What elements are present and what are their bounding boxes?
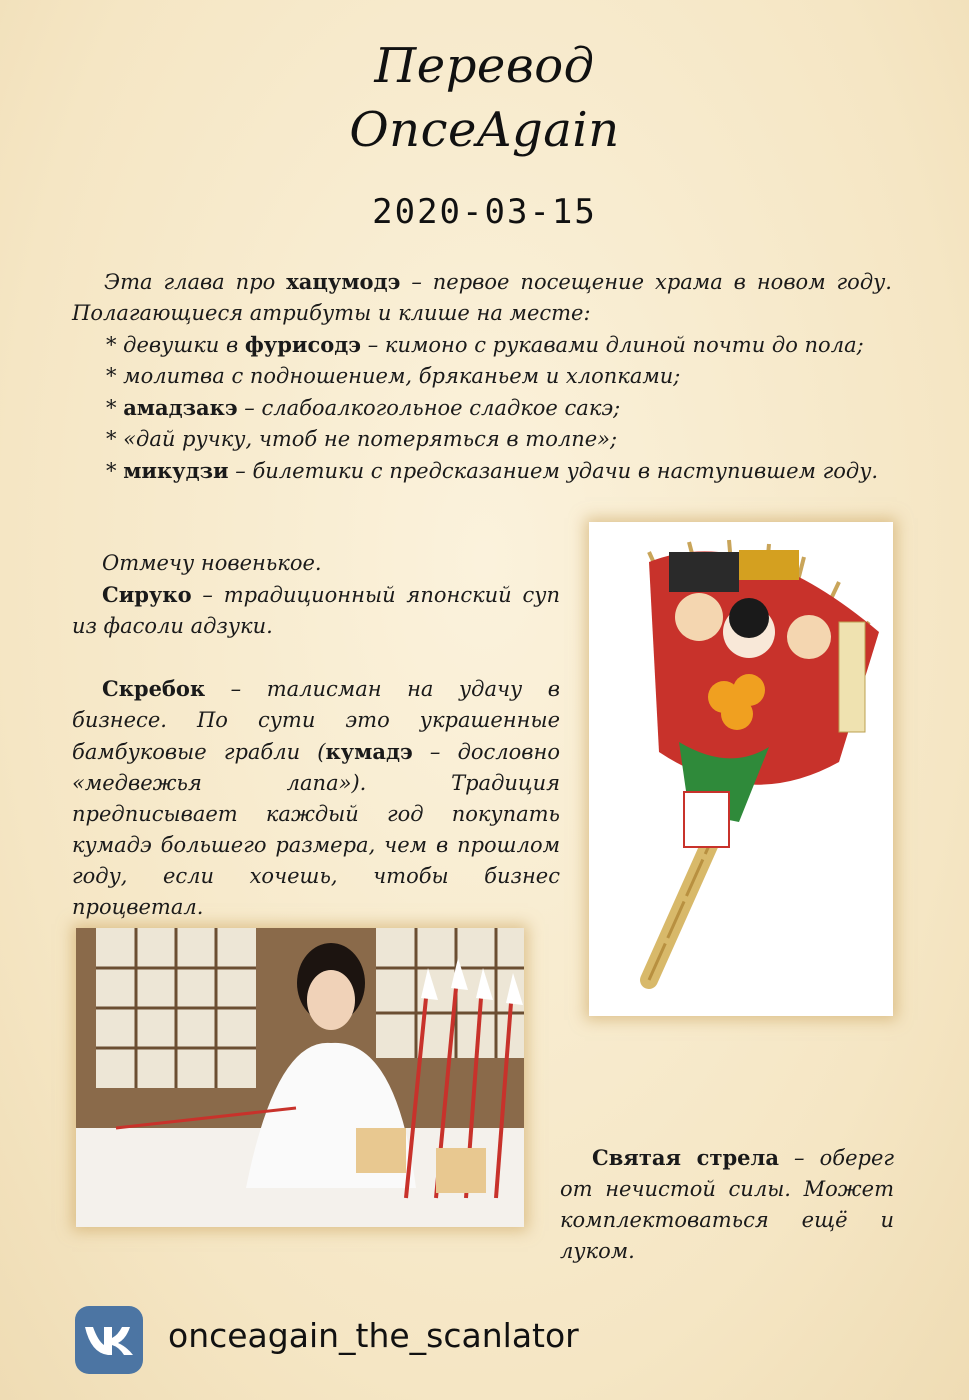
- term-sacred-arrow: Святая стрела: [592, 1145, 779, 1170]
- term-amazake: амадзакэ: [123, 395, 238, 420]
- list-item: * амадзакэ – слабоалкогольное сладкое сакэ;: [106, 395, 621, 420]
- vk-logo-icon[interactable]: [75, 1306, 143, 1374]
- sacred-arrow-caption: [560, 1142, 894, 1267]
- novelty-lead: Отмечу новенькое.: [102, 551, 322, 575]
- list-item: * «дай ручку, чтоб не потеряться в толпе»;: [106, 427, 618, 451]
- kumade-rake-photo: [589, 522, 893, 1016]
- list-item: * микудзи – билетики с предсказанием удачи в наступившем году.: [106, 458, 879, 483]
- release-date: 2020-03-15: [372, 192, 597, 232]
- term-kumade: кумадэ: [325, 739, 413, 764]
- term-furisode: фурисодэ: [244, 332, 362, 357]
- shiruko-paragraph: Сируко – традиционный японский суп из фасоли адзуки.: [72, 582, 560, 638]
- novelty-text: [72, 548, 560, 923]
- title-line-2: OnceAgain: [349, 102, 620, 158]
- term-hatsumode: хацумодэ: [286, 269, 401, 294]
- vk-handle[interactable]: onceagain_the_scanlator: [168, 1316, 579, 1355]
- intro-paragraph: [72, 266, 892, 329]
- title-line-1: Перевод: [374, 38, 595, 94]
- arrow-paragraph: Святая стрела – оберег от нечистой силы. Может комплектоваться ещё и луком.: [560, 1145, 894, 1263]
- list-item: * молитва с подношением, бряканьем и хлопками;: [106, 364, 681, 388]
- intro-text-b: – первое посещение храма в новом году. Полагающиеся атрибуты и клише на месте:: [72, 270, 892, 325]
- shrine-maiden-photo: [76, 928, 524, 1227]
- term-shiruko: Сируко: [102, 582, 192, 607]
- intro-text: [72, 266, 892, 487]
- list-item: * девушки в фурисодэ – кимоно с рукавами длиной почти до пола;: [106, 332, 864, 357]
- shrine-maiden-illustration: [76, 928, 524, 1227]
- term-mikuji: микудзи: [123, 458, 229, 483]
- intro-text-a: Эта глава про: [104, 270, 287, 294]
- term-rake: Скребок: [102, 676, 206, 701]
- rake-paragraph: Скребок – талисман на удачу в бизнесе. По сути это украшенные бамбуковые грабли (кумадэ – дословно «медвежья лапа»). Традиция предписывает каждый год покупать кумадэ большего размера, чем в прошлом году, если хочешь, чтобы бизнес процветал.: [72, 676, 560, 919]
- kumade-rake-illustration: [589, 522, 893, 1016]
